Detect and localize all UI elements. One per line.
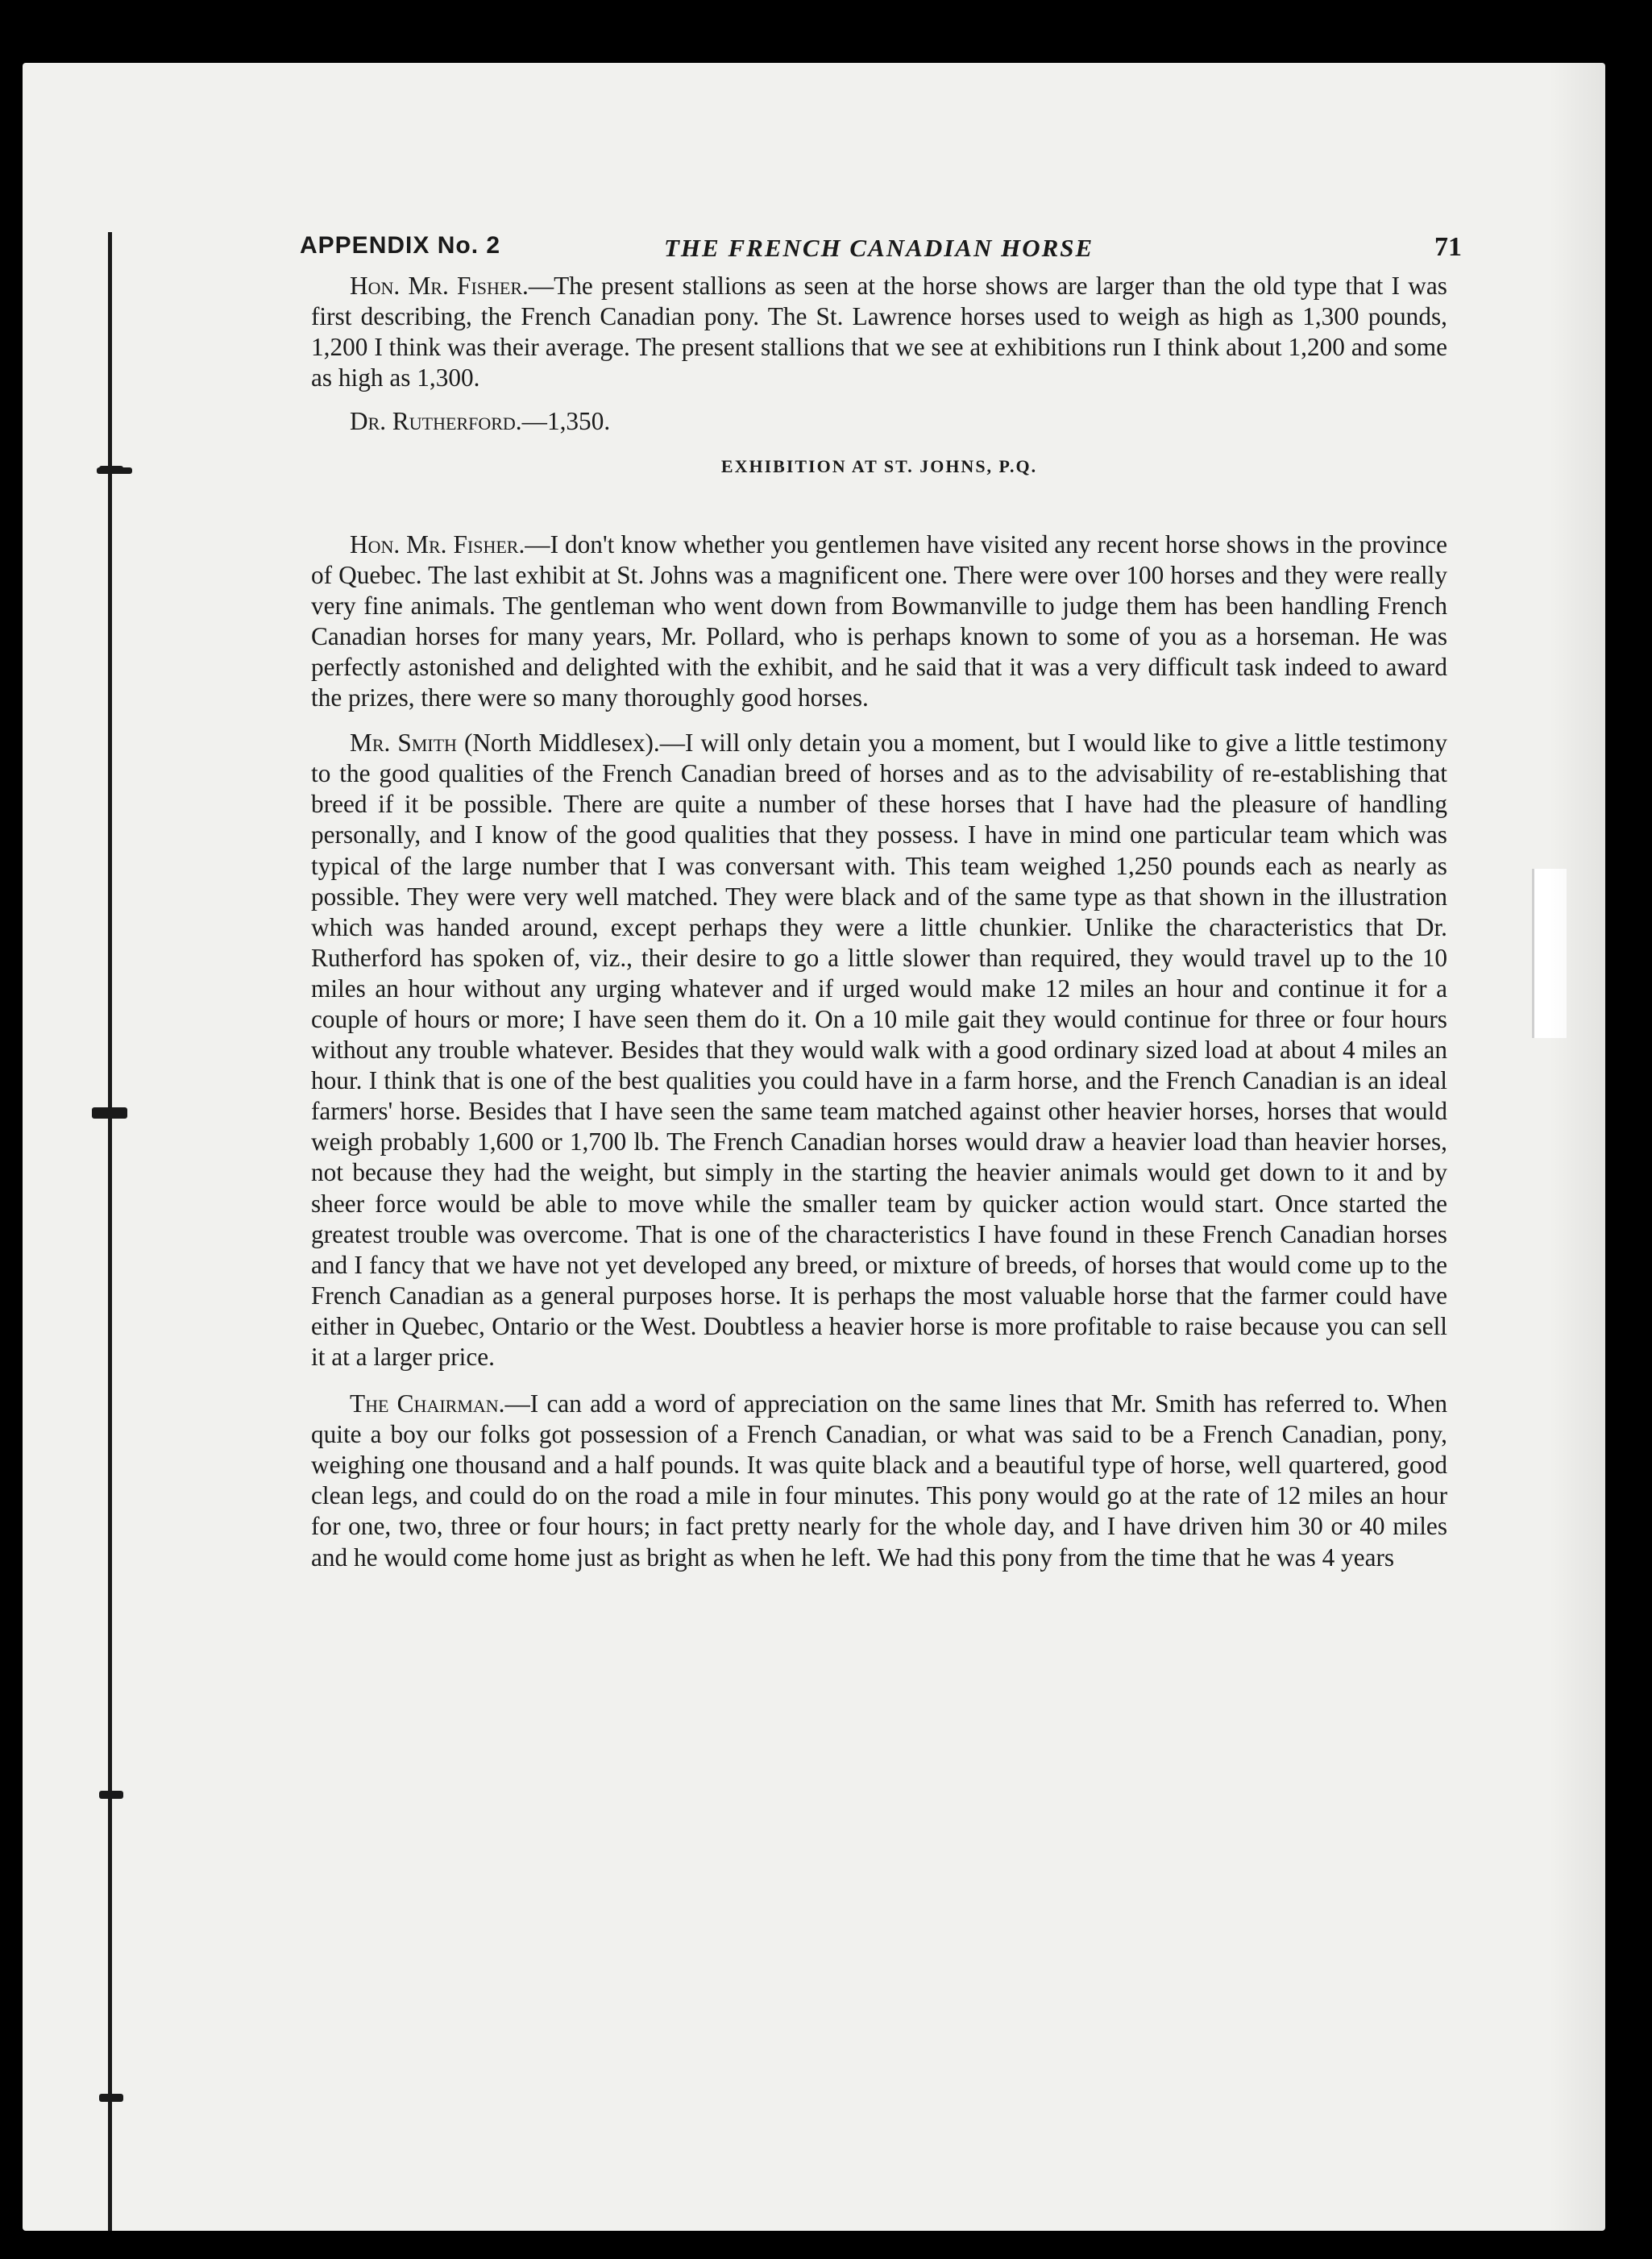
paragraph	[311, 728, 1447, 1372]
paragraph	[311, 1389, 1447, 1573]
binding-mark	[97, 467, 132, 474]
paragraph-text: —The present stallions as seen at the horse shows are larger than the old type that I was first describing, the French Canadian pony. The St. Lawrence horses used to weigh as high as 1,300 pounds, 1,200 I think was their average. The present stallions that we see at exhibitions run I think about 1,200 and some as high as 1,300.	[311, 272, 1447, 392]
binding-mark	[99, 2094, 123, 2102]
body-text	[311, 271, 1447, 1573]
paragraph-text: (North Middlesex).—I will only detain you a moment, but I would like to give a little testimony to the good qualities of the French Canadian breed of horses and as to the advisability of re-establishing that breed if it be possible. There are quite a number of these horses that I have had the pleasure of handling personally, and I know of the good qualities that they possess. I have in mind one particular team which was typical of the large number that I was conversant with. This team weighed 1,250 pounds each as nearly as possible. They were very well matched. They were black and of the same type as that shown in the illustration which was handed around, except perhaps they were a little chunkier. Unlike the characteristics that Dr. Rutherford has spoken of, viz., their desire to go a little slower than required, they would travel up to the 10 miles an hour without any urging whatever and if urged would make 12 miles an hour and continue it for a couple of hours or more; I have seen them do it. On a 10 mile gait they would continue for three or four hours without any trouble whatever. Besides that they would walk with a good ordinary sized load at about 4 miles an hour. I think that is one of the best qualities you could have in a farm horse, and the French Canadian is an ideal farmers' horse. Besides that I have seen the same team matched against other heavier horses, horses that would weigh probably 1,600 or 1,700 lb. The French Canadian horses would draw a heavier load than heavier horses, not because they had the weight, but simply in the starting the heavier animals would get down to it and by sheer force would be able to move while the smaller team by quicker action would start. Once started the greatest trouble was overcome. That is one of the characteristics I have found in these French Canadian horses and I fancy that we have not yet developed any breed, or mixture of breeds, of horses that would come up to the French Canadian as a general purposes horse. It is perhaps the most valuable horse that the farmer could have either in Quebec, Ontario or the West. Doubtless a heavier horse is more profitable to raise because you can sell it at a larger price.	[311, 729, 1447, 1371]
section-subheading: EXHIBITION AT ST. JOHNS, P.Q.	[720, 456, 1038, 477]
speaker-name: Dr. Rutherford.	[350, 407, 522, 436]
torn-edge	[1532, 869, 1567, 1038]
page-header	[23, 234, 1605, 269]
paragraph-text: —I can add a word of appreciation on the same lines that Mr. Smith has referred to. When quite a boy our folks got possession of a French Canadian, or what was said to be a French Canadian, pony, weighing one thousand and a half pounds. It was quite black and a beautiful type of horse, well quartered, good clean legs, and could do on the road a mile in four minutes. This pony would go at the rate of 12 miles an hour for one, two, three or four hours; in fact pretty nearly for the whole day, and I have driven him 30 or 40 miles and he would come home just as bright as when he left. We had this pony from the time that he was 4 years	[311, 1389, 1447, 1572]
speaker-name: The Chairman.	[350, 1389, 505, 1418]
paragraph-text: —1,350.	[521, 407, 611, 436]
paragraph	[311, 406, 1447, 437]
appendix-heading: APPENDIX No. 2	[300, 232, 501, 259]
speaker-name: Hon. Mr. Fisher.	[350, 272, 529, 300]
paragraph	[311, 529, 1447, 714]
binding-mark	[99, 1791, 123, 1799]
running-title: THE FRENCH CANADIAN HORSE	[664, 234, 1094, 262]
page-number: 71	[1434, 232, 1462, 262]
binding-edge	[108, 232, 112, 2231]
paragraph	[311, 271, 1447, 393]
binding-mark	[92, 1107, 127, 1119]
speaker-name: Hon. Mr. Fisher.	[350, 529, 525, 559]
speaker-name: Mr. Smith	[350, 729, 457, 758]
paragraph-text: —I don't know whether you gentlemen have visited any recent horse shows in the province of Quebec. The last exhibit at St. Johns was a magnificent one. There were over 100 horses and they were really very fine animals. The gentleman who went down from Bowmanville to judge them has been handling French Canadian horses for many years, Mr. Pollard, who is perhaps known to some of you as a horseman. He was perfectly astonished and delighted with the exhibit, and he said that it was a very difficult task indeed to award the prizes, there were so many thoroughly good horses.	[311, 529, 1447, 712]
